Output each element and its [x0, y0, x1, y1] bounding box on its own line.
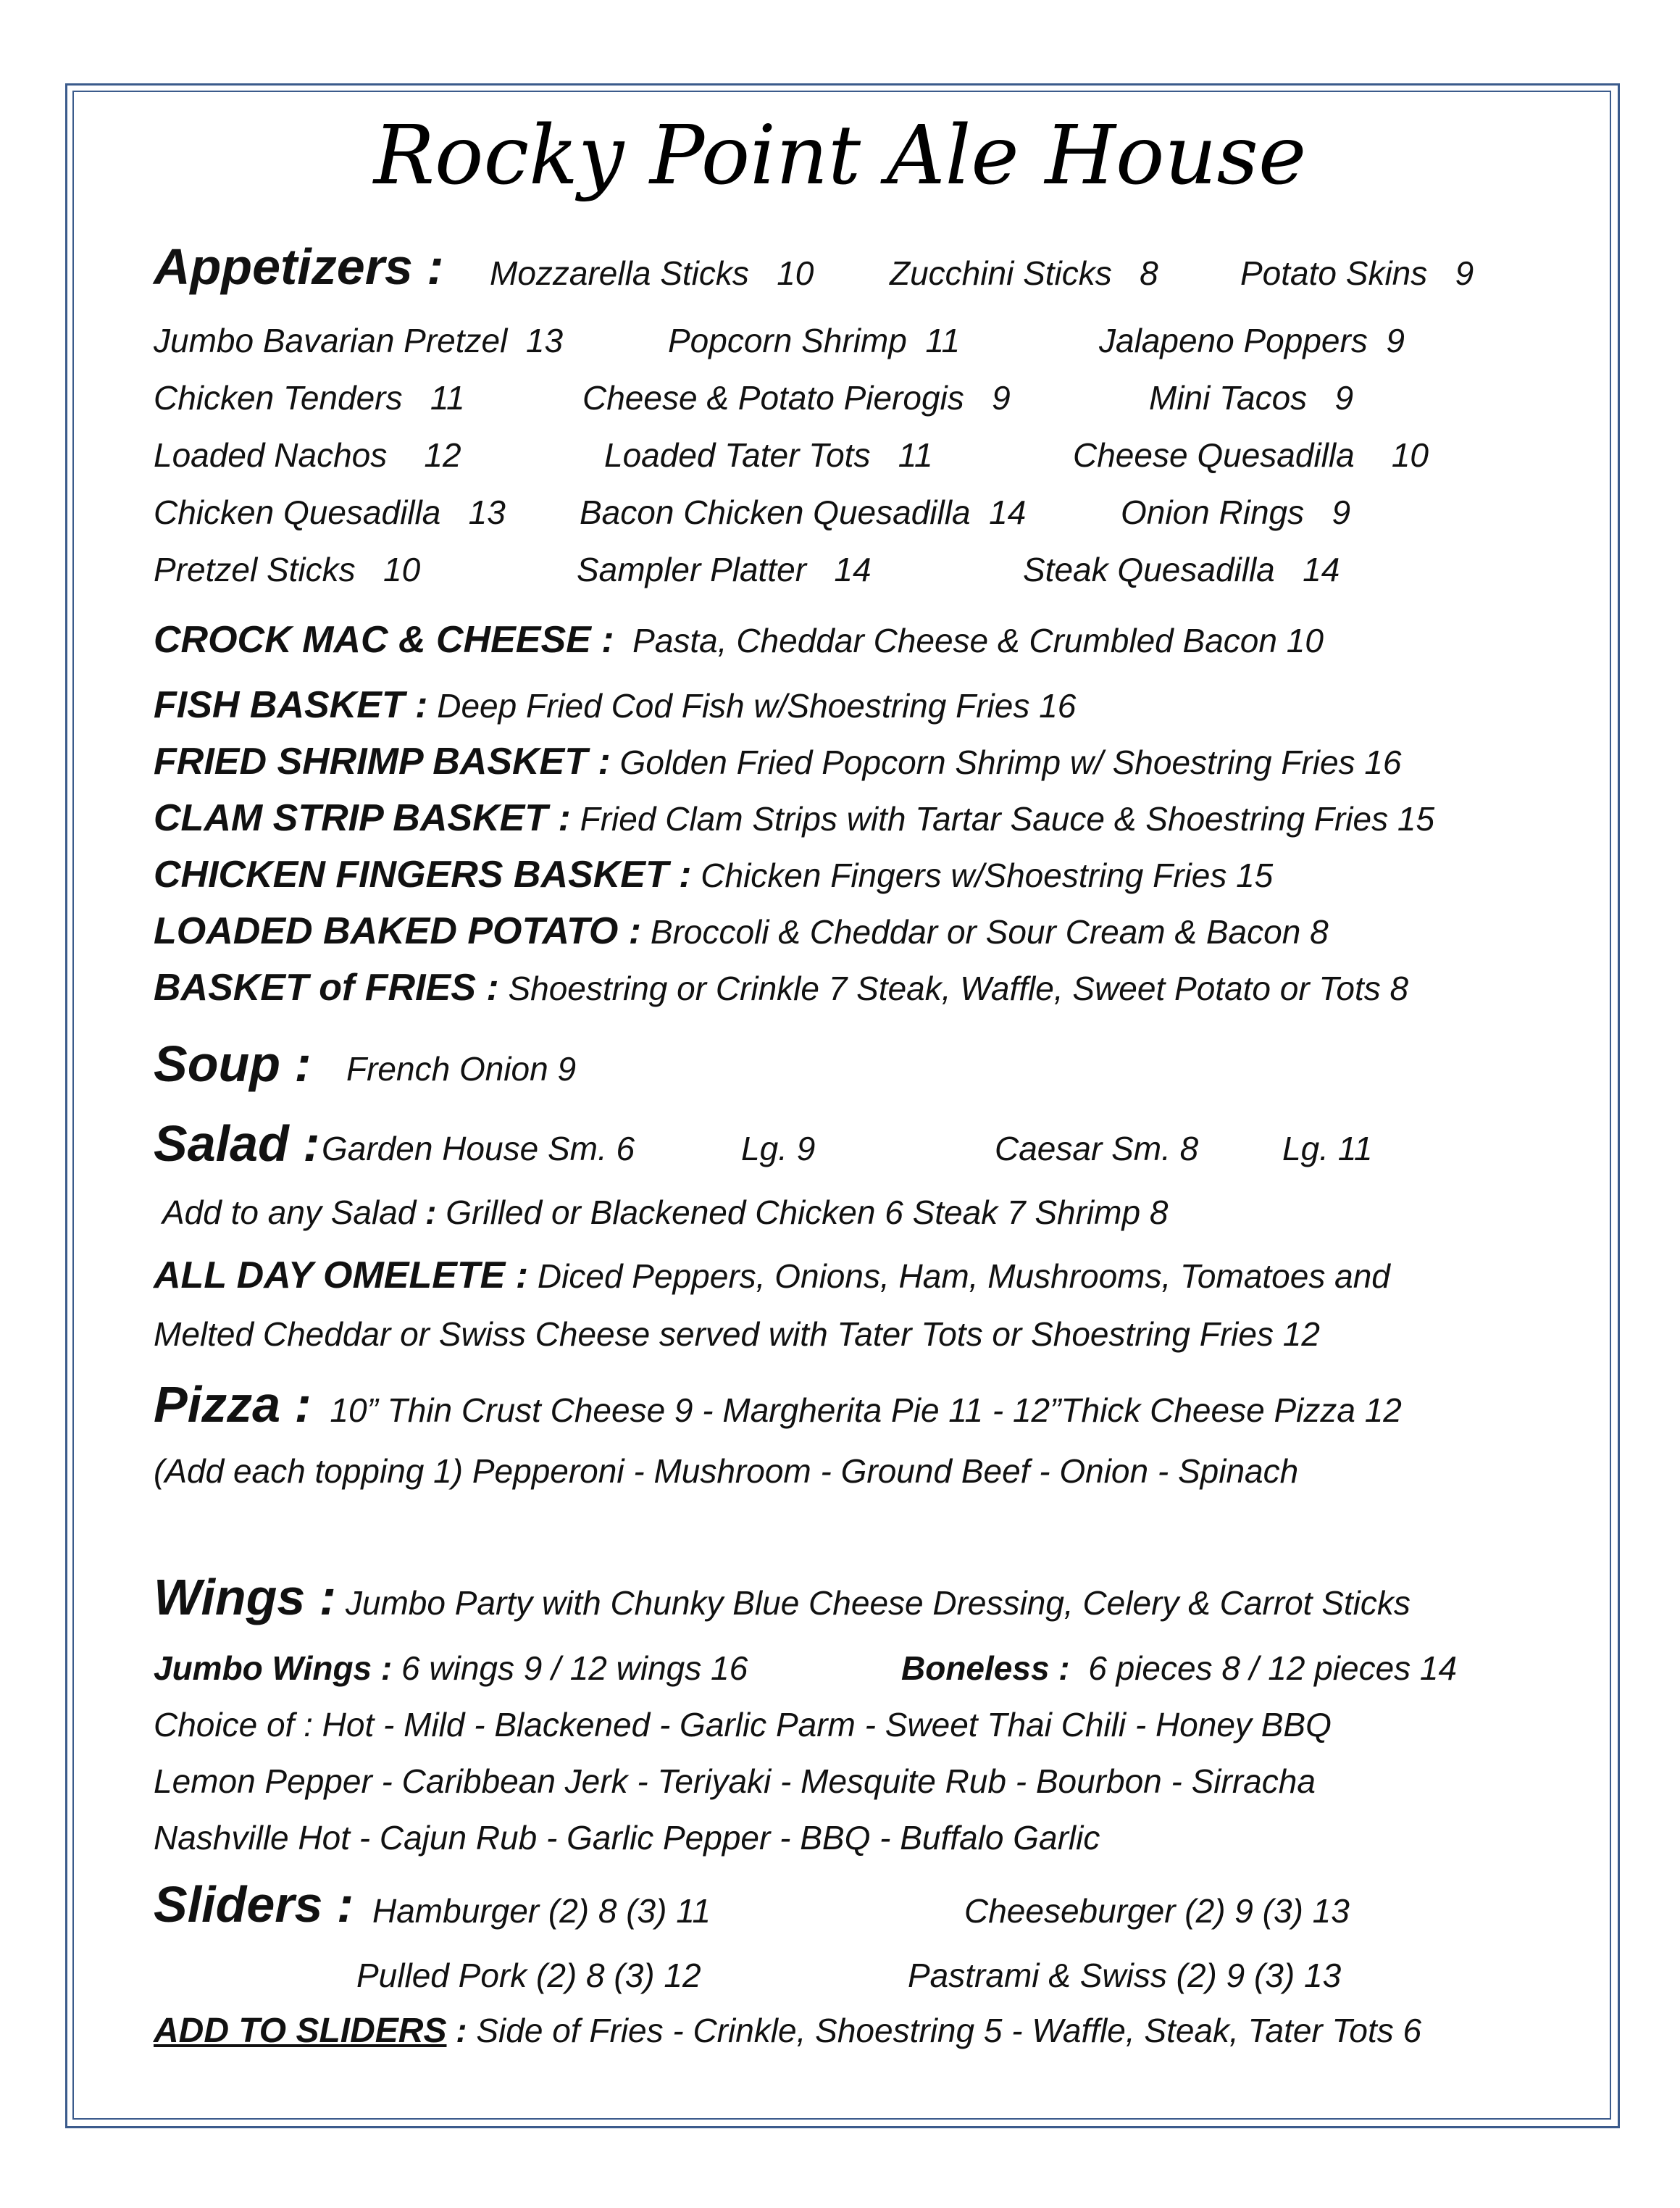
wings-heading: Wings :	[154, 1569, 337, 1625]
slider-hamburger: Hamburger (2) 8 (3) 11	[372, 1892, 711, 1930]
basket-fried-shrimp: FRIED SHRIMP BASKET : Golden Fried Popcorn Shrimp w/ Shoestring Fries 16	[154, 741, 1402, 783]
menu-item: Zucchini Sticks 8	[890, 254, 1158, 292]
pizza-line-1: Pizza : 10” Thin Crust Cheese 9 - Margherita Pie 11 - 12”Thick Cheese Pizza 12	[154, 1376, 1402, 1433]
menu-item: Cheese & Potato Pierogis 9	[582, 379, 1011, 417]
menu-item: Pretzel Sticks 10	[154, 551, 421, 588]
pizza-line-2: (Add each topping 1) Pepperoni - Mushroom - Ground Beef - Onion - Spinach	[154, 1452, 1299, 1490]
slider-pulled-pork: Pulled Pork (2) 8 (3) 12	[356, 1957, 701, 1994]
menu-item: Mini Tacos 9	[1149, 379, 1354, 417]
salad-heading: Salad :	[154, 1115, 320, 1172]
wings-sauces-2: Lemon Pepper - Caribbean Jerk - Teriyaki - Mesquite Rub - Bourbon - Sirracha	[154, 1762, 1316, 1800]
basket-chicken-fingers: CHICKEN FINGERS BASKET : Chicken Fingers w/Shoestring Fries 15	[154, 854, 1274, 896]
omelete-line-2: Melted Cheddar or Swiss Cheese served with Tater Tots or Shoestring Fries 12	[154, 1315, 1320, 1353]
menu-item: Popcorn Shrimp 11	[668, 322, 961, 359]
slider-cheeseburger: Cheeseburger (2) 9 (3) 13	[964, 1892, 1350, 1930]
menu-item: Chicken Quesadilla 13	[154, 493, 506, 531]
soup-heading: Soup :	[154, 1036, 312, 1092]
menu-item: Steak Quesadilla 14	[1023, 551, 1340, 588]
menu-item: Jumbo Bavarian Pretzel 13	[154, 322, 564, 359]
soup-item: French Onion 9	[346, 1050, 577, 1088]
wings-boneless: Boneless : 6 pieces 8 / 12 pieces 14	[901, 1649, 1458, 1687]
menu-item: Loaded Tater Tots 11	[604, 436, 933, 474]
basket-clam-strip: CLAM STRIP BASKET : Fried Clam Strips with Tartar Sauce & Shoestring Fries 15	[154, 797, 1435, 839]
wings-line-1: Wings : Jumbo Party with Chunky Blue Cheese Dressing, Celery & Carrot Sticks	[154, 1569, 1411, 1625]
menu-item: Bacon Chicken Quesadilla 14	[580, 493, 1027, 531]
basket-loaded-baked-potato: LOADED BAKED POTATO : Broccoli & Cheddar or Sour Cream & Bacon 8	[154, 910, 1329, 952]
menu-item: Onion Rings 9	[1121, 493, 1351, 531]
salad-section	[154, 1115, 320, 1172]
soup-section	[154, 1035, 312, 1093]
menu-item: Loaded Nachos 12	[154, 436, 461, 474]
salad-caesar-large: Lg. 11	[1282, 1130, 1373, 1167]
pizza-heading: Pizza :	[154, 1376, 312, 1433]
sliders-heading: Sliders :	[154, 1876, 354, 1933]
salad-garden: Garden House Sm. 6	[322, 1130, 635, 1167]
salad-garden-large: Lg. 9	[741, 1130, 816, 1167]
salad-add-ons: Add to any Salad : Grilled or Blackened Chicken 6 Steak 7 Shrimp 8	[162, 1193, 1169, 1231]
menu-item: Cheese Quesadilla 10	[1073, 436, 1429, 474]
salad-caesar: Caesar Sm. 8	[995, 1130, 1199, 1167]
omelete-line-1: ALL DAY OMELETE : Diced Peppers, Onions, Ham, Mushrooms, Tomatoes and	[154, 1254, 1390, 1296]
menu-item: Jalapeno Poppers 9	[1099, 322, 1405, 359]
restaurant-title: Rocky Point Ale House	[373, 109, 1307, 203]
menu-item: Chicken Tenders 11	[154, 379, 465, 417]
basket-fish: FISH BASKET : Deep Fried Cod Fish w/Shoestring Fries 16	[154, 684, 1077, 726]
appetizers-heading: Appetizers :	[154, 238, 444, 295]
sliders-section	[154, 1875, 354, 1933]
sliders-add-ons: ADD TO SLIDERS : Side of Fries - Crinkle, Shoestring 5 - Waffle, Steak, Tater Tots 6	[154, 2012, 1422, 2050]
basket-crock-mac: CROCK MAC & CHEESE : Pasta, Cheddar Cheese & Crumbled Bacon 10	[154, 619, 1324, 661]
appetizers-row-1	[154, 238, 444, 296]
menu-item: Mozzarella Sticks 10	[490, 254, 814, 292]
wings-sauces-1: Choice of : Hot - Mild - Blackened - Garlic Parm - Sweet Thai Chili - Honey BBQ	[154, 1706, 1332, 1744]
wings-sauces-3: Nashville Hot - Cajun Rub - Garlic Pepper - BBQ - Buffalo Garlic	[154, 1819, 1100, 1857]
basket-fries: BASKET of FRIES : Shoestring or Crinkle 7 Steak, Waffle, Sweet Potato or Tots 8	[154, 967, 1409, 1009]
wings-jumbo: Jumbo Wings : 6 wings 9 / 12 wings 16	[154, 1649, 748, 1687]
menu-item: Potato Skins 9	[1240, 254, 1474, 292]
menu-item: Sampler Platter 14	[577, 551, 872, 588]
slider-pastrami: Pastrami & Swiss (2) 9 (3) 13	[908, 1957, 1342, 1994]
